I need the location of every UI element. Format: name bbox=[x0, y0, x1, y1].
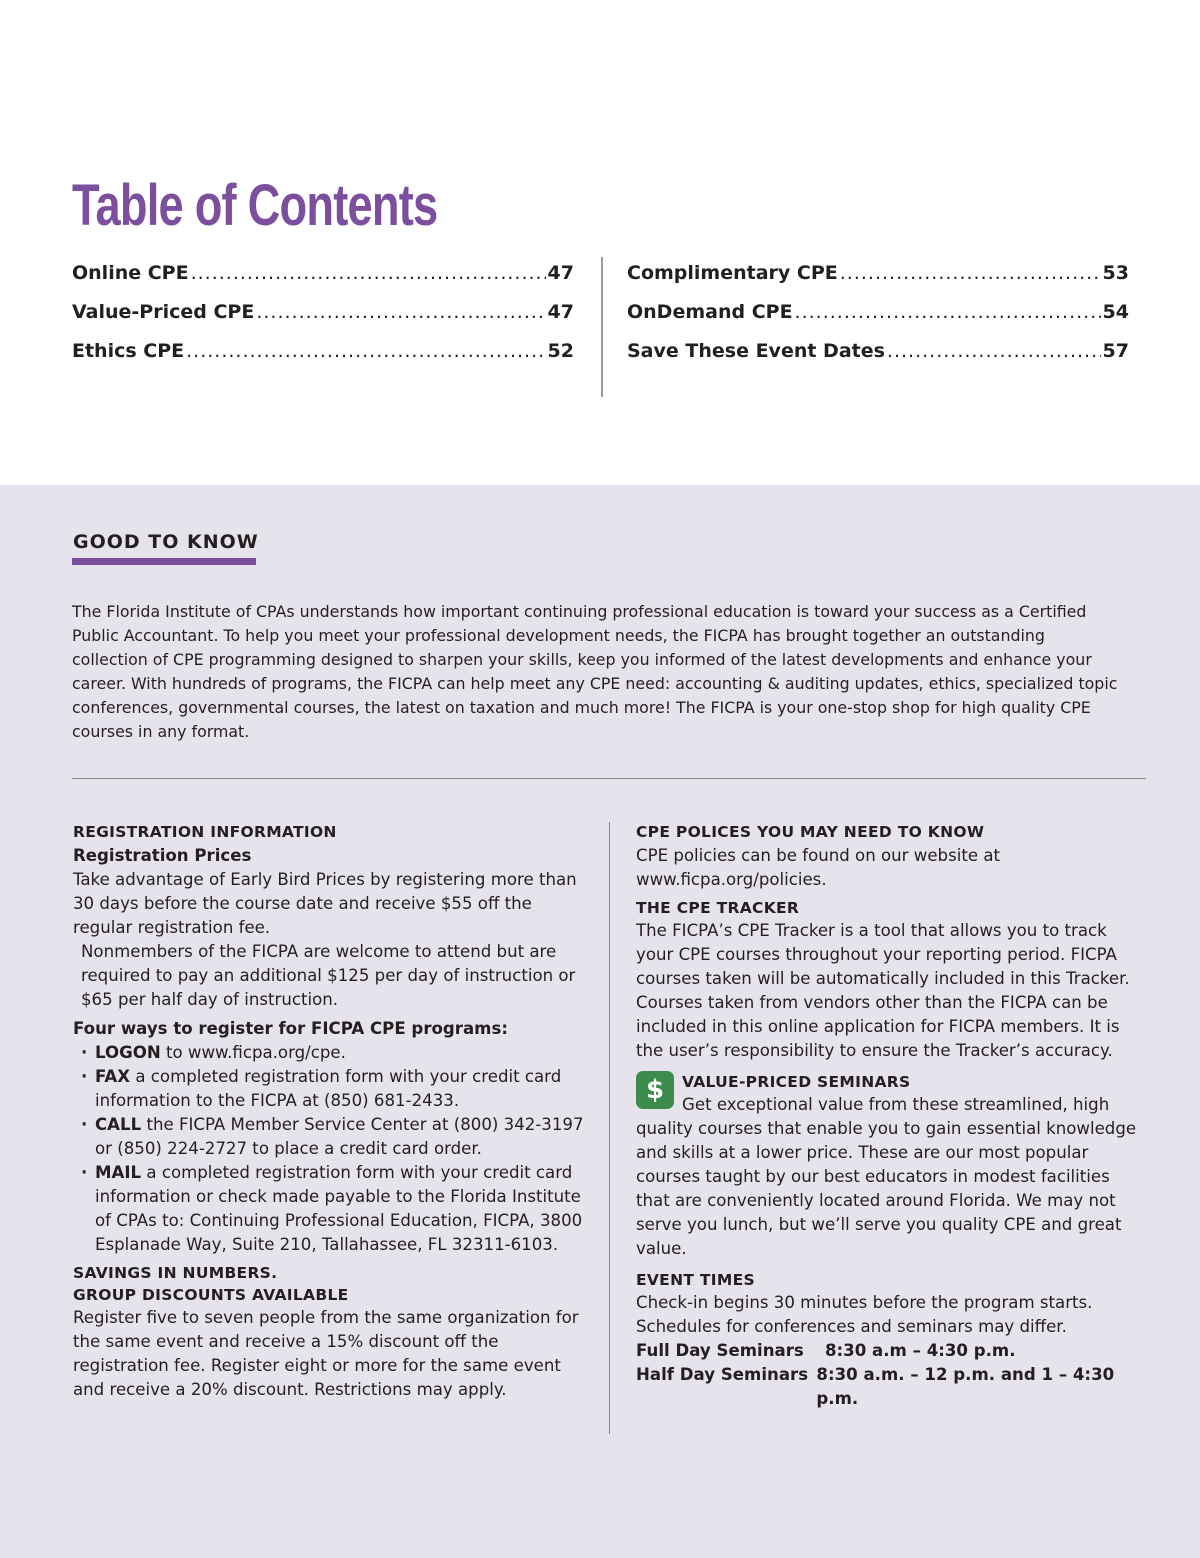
toc-divider bbox=[601, 257, 603, 397]
toc-entry-page: 52 bbox=[547, 340, 574, 362]
toc-leader-dots bbox=[795, 301, 1101, 323]
toc-entry-value-priced-cpe[interactable] bbox=[72, 301, 574, 340]
value-priced-section bbox=[636, 1071, 1146, 1261]
toc-leader-dots bbox=[840, 262, 1101, 284]
column-divider bbox=[609, 822, 610, 1434]
method-key: CALL bbox=[95, 1115, 142, 1134]
method-text: a completed registration form with your credit card information to the FICPA at (850) 681-2433. bbox=[95, 1067, 562, 1110]
method-key: FAX bbox=[95, 1067, 131, 1086]
list-item bbox=[73, 1065, 593, 1113]
policies-heading: CPE POLICES YOU MAY NEED TO KNOW bbox=[636, 823, 985, 841]
toc-leader-dots bbox=[887, 340, 1101, 362]
toc-right-column bbox=[627, 262, 1129, 379]
value-priced-heading: VALUE-PRICED SEMINARS bbox=[682, 1073, 911, 1091]
registration-prices-text: Take advantage of Early Bird Prices by registering more than 30 days before the course date and receive $55 off the regular registration fee. bbox=[73, 870, 577, 937]
method-text: to www.ficpa.org/cpe. bbox=[160, 1043, 346, 1062]
group-discounts-heading: GROUP DISCOUNTS AVAILABLE bbox=[73, 1286, 349, 1304]
method-text: a completed registration form with your credit card information or check made payable to the Florida Institute of CPAs to: Continuing Professional Education, FICPA, 3800 Esplanade Way, Suite 210, Tallahassee, FL 32311-6103. bbox=[95, 1163, 583, 1254]
toc-entry-ethics-cpe[interactable] bbox=[72, 340, 574, 379]
list-item bbox=[73, 1113, 593, 1161]
registration-heading: REGISTRATION INFORMATION bbox=[73, 823, 337, 841]
toc-entry-online-cpe[interactable] bbox=[72, 262, 574, 301]
toc-entry-label: Online CPE bbox=[72, 262, 189, 284]
toc-entry-page: 53 bbox=[1102, 262, 1129, 284]
good-to-know-heading: GOOD TO KNOW bbox=[73, 531, 259, 553]
value-priced-text: Get exceptional value from these streamlined, high quality courses that enable you to gain essential knowledge and skills at a lower price. These are our most popular courses taught by our best educators in modest facilities that are conveniently located around Florida. We may not serve you lunch, but we’ll serve you quality CPE and great value. bbox=[636, 1095, 1137, 1258]
list-item bbox=[73, 1041, 593, 1065]
schedule-row-full-day bbox=[636, 1339, 1146, 1363]
toc-entry-page: 54 bbox=[1102, 301, 1129, 323]
toc-entry-save-these-event-dates[interactable] bbox=[627, 340, 1129, 379]
register-ways-heading: Four ways to register for FICPA CPE programs: bbox=[73, 1019, 508, 1038]
good-to-know-intro: The Florida Institute of CPAs understands how important continuing professional education is toward your success as a Certified Public Accountant. To help you meet your professional development needs, the FICPA has brought together an outstanding collection of CPE programming designed to sharpen your skills, keep you informed of the latest developments and enhance your career. With hundreds of programs, the FICPA can help meet any CPE need: accounting & auditing updates, ethics, specialized topic conferences, governmental courses, the latest on taxation and much more! The FICPA is your one-stop shop for high quality CPE courses in any format. bbox=[72, 602, 1118, 741]
registration-prices-heading: Registration Prices bbox=[73, 846, 252, 865]
toc-entry-label: Save These Event Dates bbox=[627, 340, 885, 362]
toc-entry-label: Complimentary CPE bbox=[627, 262, 838, 284]
method-key: LOGON bbox=[95, 1043, 161, 1062]
event-times-text: Check-in begins 30 minutes before the program starts. Schedules for conferences and seminars may differ. bbox=[636, 1293, 1093, 1336]
tracker-heading: THE CPE TRACKER bbox=[636, 899, 800, 917]
schedule-time: 8:30 a.m. – 12 p.m. and 1 – 4:30 p.m. bbox=[816, 1365, 1115, 1408]
toc-entry-ondemand-cpe[interactable] bbox=[627, 301, 1129, 340]
toc-leader-dots bbox=[191, 262, 546, 284]
nonmember-pricing-text: Nonmembers of the FICPA are welcome to attend but are required to pay an additional $125 per day of instruction or $65 per half day of instruction. bbox=[81, 942, 576, 1009]
toc-left-column bbox=[72, 262, 574, 379]
dollar-icon: $ bbox=[636, 1071, 674, 1109]
toc-entry-label: Ethics CPE bbox=[72, 340, 185, 362]
schedule-label: Full Day Seminars bbox=[636, 1341, 804, 1360]
method-text: the FICPA Member Service Center at (800) 342-3197 or (850) 224-2727 to place a credit card order. bbox=[95, 1115, 584, 1158]
schedule-label: Half Day Seminars bbox=[636, 1365, 809, 1384]
list-item bbox=[73, 1161, 593, 1257]
event-times-heading: EVENT TIMES bbox=[636, 1271, 755, 1289]
toc-entry-label: OnDemand CPE bbox=[627, 301, 793, 323]
schedule-time: 8:30 a.m – 4:30 p.m. bbox=[825, 1341, 1016, 1360]
register-ways-list bbox=[73, 1041, 593, 1257]
toc-leader-dots bbox=[186, 340, 545, 362]
savings-heading: SAVINGS IN NUMBERS. bbox=[73, 1264, 278, 1282]
toc-entry-page: 57 bbox=[1102, 340, 1129, 362]
heading-underline-bar bbox=[72, 558, 256, 565]
policies-column bbox=[636, 820, 1146, 1411]
method-key: MAIL bbox=[95, 1163, 142, 1182]
toc-entry-complimentary-cpe[interactable] bbox=[627, 262, 1129, 301]
toc-entry-page: 47 bbox=[547, 262, 574, 284]
page-title: Table of Contents bbox=[72, 173, 438, 238]
policies-text: CPE policies can be found on our website at www.ficpa.org/policies. bbox=[636, 846, 1001, 889]
schedule-row-half-day bbox=[636, 1363, 1146, 1411]
section-divider bbox=[72, 778, 1146, 779]
group-discounts-text: Register five to seven people from the same organization for the same event and receive a 15% discount off the registration fee. Register eight or more for the same event and receive a 20% discount. Restrictions may apply. bbox=[73, 1308, 579, 1399]
toc-entry-page: 47 bbox=[547, 301, 574, 323]
toc-leader-dots bbox=[256, 301, 545, 323]
registration-column bbox=[73, 820, 593, 1402]
tracker-text: The FICPA’s CPE Tracker is a tool that allows you to track your CPE courses throughout your reporting period. FICPA courses taken will be automatically included in this Tracker. Courses taken from vendors other than the FICPA can be included in this online application for FICPA members. It is the user’s responsibility to ensure the Tracker’s accuracy. bbox=[636, 921, 1130, 1060]
toc-entry-label: Value-Priced CPE bbox=[72, 301, 255, 323]
